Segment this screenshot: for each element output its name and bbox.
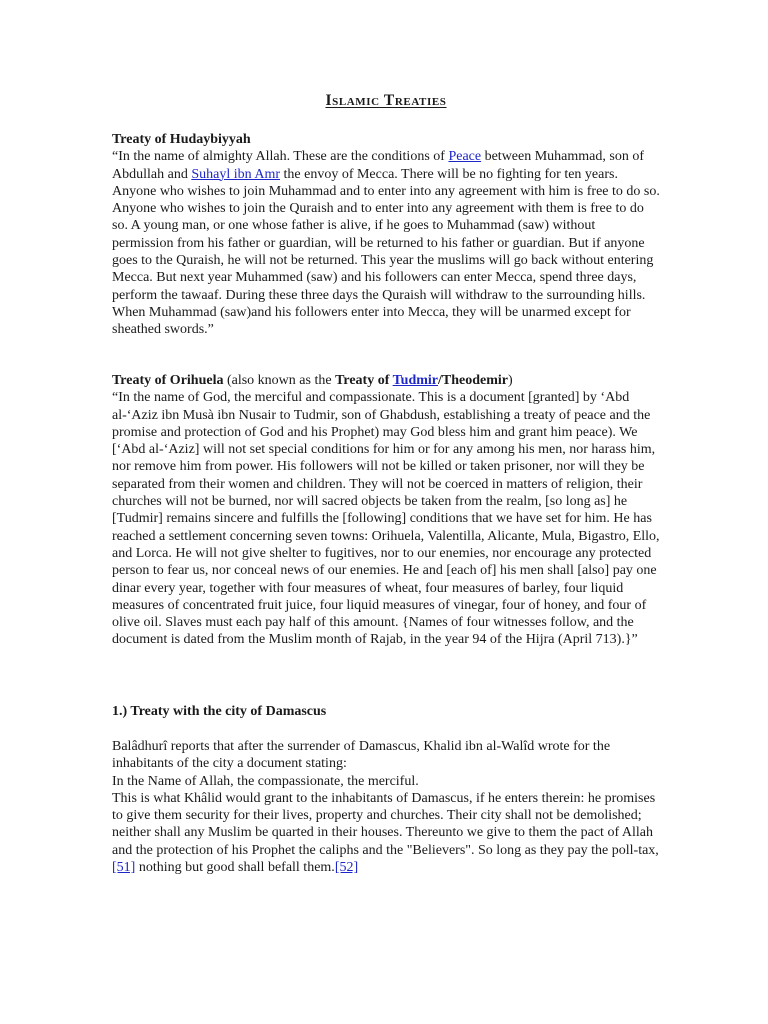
section-heading-damascus: 1.) Treaty with the city of Damascus — [112, 704, 327, 719]
paragraph-damascus-terms: This is what Khâlid would grant to the inhabitants of Damascus, if he enters therein: he promises to give them security for their lives, property and churches. Their city shall not be demolished; neither shall any Muslim be quarted in their houses. Thereunto we give to them the pact of Allah and the protection of his Prophet the caliphs and the "Believers". So long as they pay the poll-tax,[51] nothing but good shall befall them.[52] — [112, 790, 659, 876]
section-damascus — [112, 703, 660, 720]
paragraph-damascus-invocation: In the Name of Allah, the compassionate, the merciful. — [112, 773, 419, 789]
link-suhayl-ibn-amr[interactable]: Suhayl ibn Amr — [191, 166, 280, 182]
paragraph-hudaybiyyah: “In the name of almighty Allah. These are the conditions of Peace between Muhammad, son of Abdullah and Suhayl ibn Amr the envoy of Mecca. There will be no fighting for ten years. Anyone who wishes to join Muhammad and to enter into any agreement with him is free to do so. Anyone who wishes to join the Quraish and to enter into any agreement with them is free to do so. A young man, or one whose father is alive, if he goes to Muhammad (saw) without permission from his father or guardian, will be returned to his father or guardian. But if anyone goes to the Quraish, he will not be returned. This year the muslims will go back without entering Mecca. But next year Muhammed (saw) and his followers can enter Mecca, spend three days, perform the tawaaf. During these three days the Quraish will withdraw to the surrounding hills. When Muhammad (saw)and his followers enter into Mecca, they will be unarmed except for sheathed swords.” — [112, 149, 660, 338]
section-damascus-body — [112, 738, 660, 876]
section-hudaybiyyah — [112, 131, 660, 339]
footnote-link-51[interactable]: [51] — [112, 860, 136, 876]
link-tudmir[interactable]: Tudmir — [392, 373, 438, 388]
footnote-link-52[interactable]: [52] — [334, 860, 359, 876]
section-heading-hudaybiyyah: Treaty of Hudaybiyyah — [112, 132, 251, 147]
link-peace[interactable]: Peace — [448, 149, 482, 165]
paragraph-orihuela: “In the name of God, the merciful and compassionate. This is a document [granted] by ‘Abd al-‘Aziz ibn Musà ibn Nusair to Tudmir, son of Ghabdush, establishing a treaty of peace and the promise and protection of God and his Prophet) may God bless him and grant him peace). We [‘Abd al-‘Aziz] will not set special conditions for him or for any among his men, nor harass him, nor remove him from power. His followers will not be killed or taken prisoner, nor will they be separated from their women and children. They will not be coerced in matters of religion, their churches will not be burned, nor will sacred objects be taken from the realm, [so long as] he [Tudmir] remains sincere and fulfills the [following] conditions that we have set for him. He has reached a settlement concerning seven towns: Orihuela, Valentilla, Alicante, Mula, Bigastro, Ello, and Lorca. He will not give shelter to fugitives, nor to our enemies, nor encourage any protected person to fear us, nor conceal news of our enemies. He and [each of] his men shall [also] pay one dinar every year, together with four measures of wheat, four measures of barley, four liquid measures of concentrated fruit juice, four liquid measures of vinegar, four of honey, and four of olive oil. Slaves must each pay half of this amount. {Names of four witnesses follow, and the document is dated from the Muslim month of Rajab, in the year 94 of the Hijra (April 713).}” — [112, 390, 660, 648]
page-title: Islamic Treaties — [325, 92, 447, 109]
section-heading-orihuela: Treaty of Orihuela (also known as the Treaty of Tudmir/Theodemir) — [112, 373, 513, 388]
paragraph-damascus-intro: Balâdhurî reports that after the surrender of Damascus, Khalid ibn al-Walîd wrote for the inhabitants of the city a document stating: — [112, 739, 611, 772]
section-orihuela — [112, 372, 660, 649]
